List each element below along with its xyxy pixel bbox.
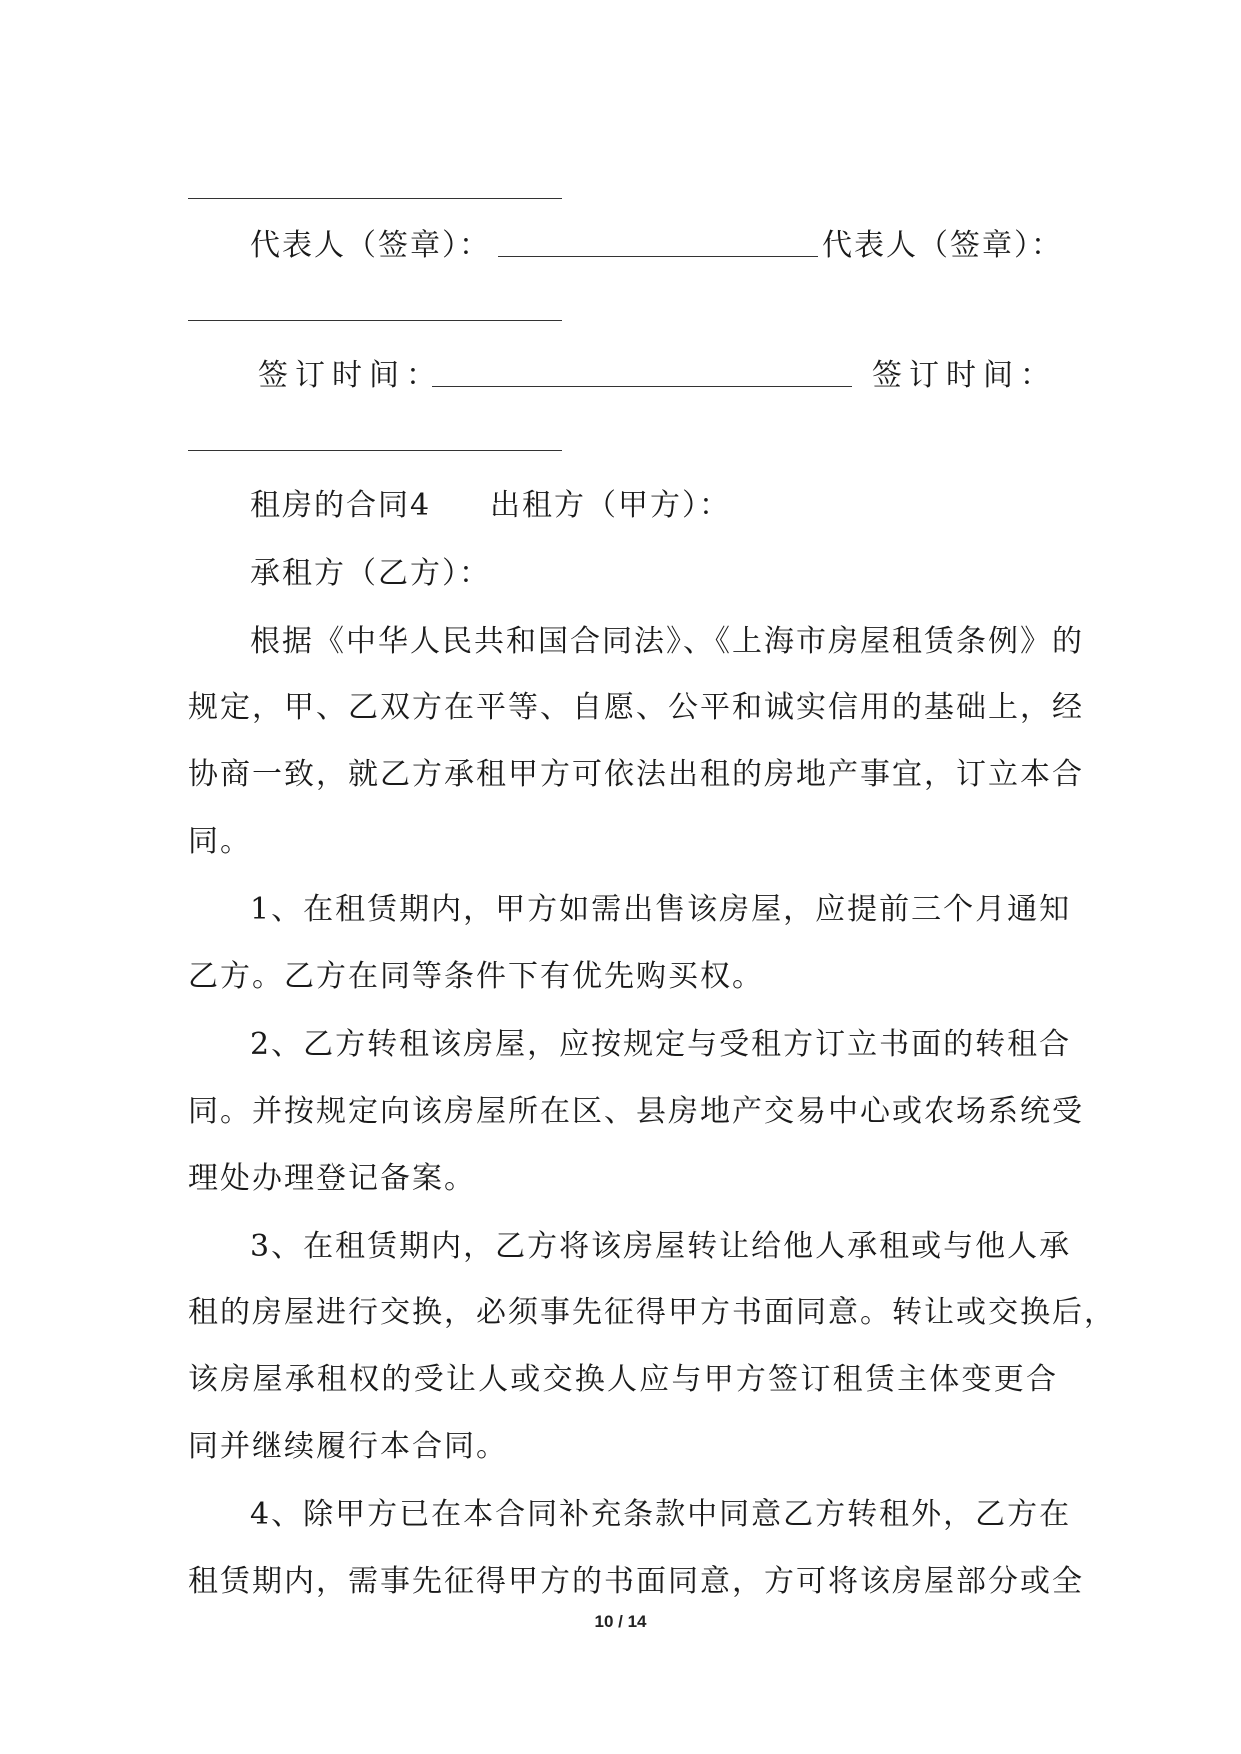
clause-2-line: 同。并按规定向该房屋所在区、县房地产交易中心或农场系统受: [188, 1094, 1084, 1129]
clause-1-line: 1、在租赁期内，甲方如需出售该房屋，应提前三个月通知: [250, 892, 1072, 927]
lessor-label: 出租方（甲方）：: [490, 488, 731, 523]
clause-2-line: 理处办理登记备案。: [188, 1161, 476, 1196]
clause-1-line: 乙方。乙方在同等条件下有优先购买权。: [188, 959, 764, 994]
clause-3-line: 租的房屋进行交换，必须事先征得甲方书面同意。转让或交换后，: [188, 1295, 1116, 1330]
representative-blank-left: [498, 226, 818, 268]
clause-3-line: 同并继续履行本合同。: [188, 1429, 508, 1464]
clause-3-line: 3、在租赁期内，乙方将该房屋转让给他人承租或与他人承: [250, 1229, 1072, 1264]
clause-2-line: 2、乙方转租该房屋，应按规定与受租方订立书面的转租合: [250, 1027, 1072, 1062]
body-line: 根据《中华人民共和国合同法》、《上海市房屋租赁条例》的: [250, 624, 1084, 659]
body-line: 同。: [188, 824, 252, 859]
body-line: 规定，甲、乙双方在平等、自愿、公平和诚实信用的基础上，经: [188, 690, 1084, 725]
representative-label-left: 代表人（签章）：: [250, 228, 491, 263]
body-line: 协商一致，就乙方承租甲方可依法出租的房地产事宜，订立本合: [188, 757, 1084, 792]
page-number: 10 / 14: [594, 1612, 647, 1631]
signature-blank-line: [188, 198, 562, 199]
clause-4-line: 租赁期内，需事先征得甲方的书面同意，方可将该房屋部分或全: [188, 1564, 1084, 1599]
signature-blank-line: [188, 450, 562, 451]
signature-blank-line: [188, 320, 562, 321]
signing-date-label-right: 签订时间：: [872, 358, 1057, 393]
contract-title: 租房的合同4: [250, 488, 432, 523]
signing-date-label-left: 签订时间：: [258, 358, 443, 393]
signing-date-blank-left: [432, 356, 852, 398]
clause-4-line: 4、除甲方已在本合同补充条款中同意乙方转租外，乙方在: [250, 1497, 1072, 1532]
lessee-label: 承租方（乙方）：: [250, 556, 491, 591]
clause-3-line: 该房屋承租权的受让人或交换人应与甲方签订租赁主体变更合: [188, 1362, 1058, 1397]
representative-label-right: 代表人（签章）：: [822, 228, 1063, 263]
